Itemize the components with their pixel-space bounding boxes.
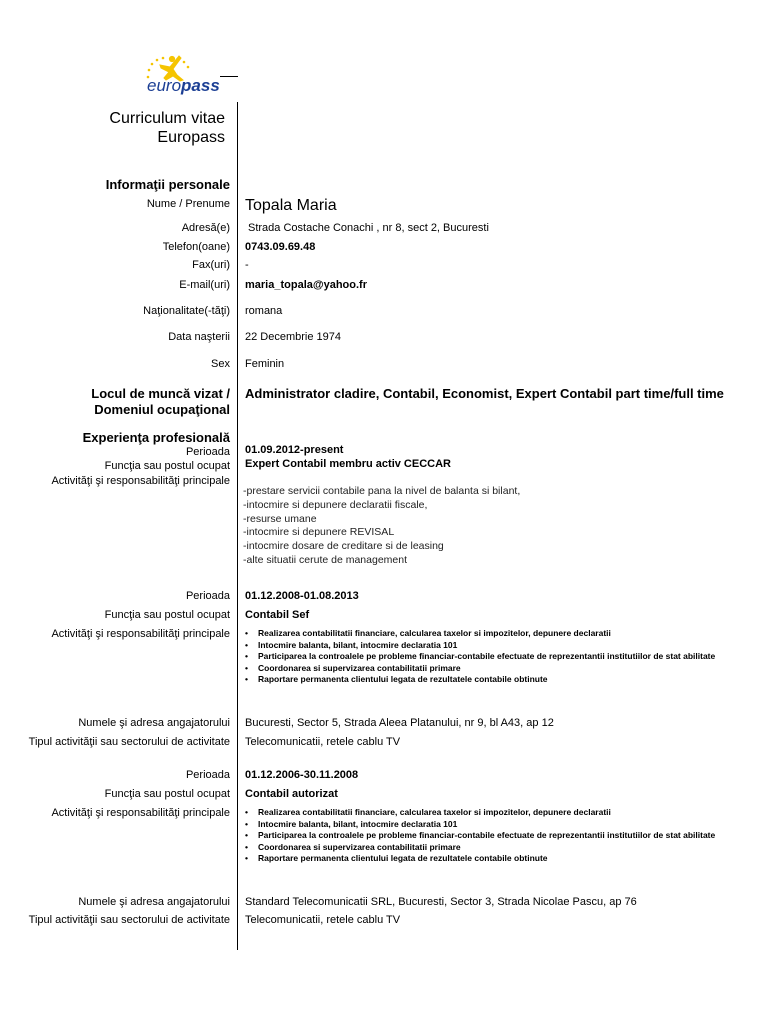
- list-item: • Participarea la controalele pe probleme financiar-contabile efectuate de reprezentantii institutiilor de stat abilitate: [245, 651, 725, 663]
- sex-value: Feminin: [245, 358, 285, 370]
- name-value: Topala Maria: [245, 197, 337, 214]
- job1-period-label: Perioada: [185, 446, 230, 458]
- job3-employer: Standard Telecomunicatii SRL, Bucuresti, Sector 3, Strada Nicolae Pascu, ap 76: [245, 896, 637, 908]
- desired-job-value: Administrator cladire, Contabil, Economist, Expert Contabil part time/full time: [245, 386, 724, 401]
- list-item: • Intocmire balanta, bilant, intocmire declaratia 101: [245, 640, 725, 652]
- list-item: • Coordonarea si supervizarea contabilitatii primare: [245, 663, 725, 675]
- job2-sector-label: Tipul activităţii sau sectorului de activitate: [28, 736, 230, 748]
- job2-activities-label: Activităţi şi responsabilităţi principale: [51, 628, 230, 640]
- job1-activities-label: Activităţi şi responsabilităţi principale: [51, 475, 230, 487]
- job2-position-label: Funcţia sau postul ocupat: [104, 609, 230, 621]
- list-item: -intocmire si depunere REVISAL: [243, 526, 395, 539]
- desired-job-label-line1: Locul de muncă vizat /: [91, 386, 230, 401]
- europass-logo: [135, 50, 225, 96]
- job3-sector-label: Tipul activităţii sau sectorului de activitate: [28, 914, 230, 926]
- desired-job-label-line2: Domeniul ocupaţional: [94, 402, 230, 417]
- personal-section-heading: Informaţii personale: [105, 177, 230, 192]
- sex-label: Sex: [211, 358, 230, 370]
- job1-period: 01.09.2012-present: [245, 444, 344, 456]
- job2-position: Contabil Sef: [245, 609, 310, 621]
- job3-activities-label: Activităţi şi responsabilităţi principale: [51, 807, 230, 819]
- list-item: -resurse umane: [243, 512, 317, 525]
- list-item: • Intocmire balanta, bilant, intocmire declaratia 101: [245, 819, 725, 831]
- job2-sector: Telecomunicatii, retele cablu TV: [245, 736, 401, 748]
- cv-title: [109, 109, 225, 147]
- list-item: • Realizarea contabilitatii financiare, calcularea taxelor si impozitelor, depunere declaratii: [245, 628, 725, 640]
- list-item: • Realizarea contabilitatii financiare, calcularea taxelor si impozitelor, depunere declaratii: [245, 807, 725, 819]
- logo-text: [147, 76, 220, 96]
- job2-activities: [245, 628, 725, 686]
- name-label: Nume / Prenume: [146, 198, 230, 210]
- job3-position-label: Funcţia sau postul ocupat: [104, 788, 230, 800]
- email-label: E-mail(uri): [179, 279, 230, 291]
- job3-position: Contabil autorizat: [245, 788, 338, 800]
- nationality-value: romana: [245, 305, 283, 317]
- phone-value: 0743.09.69.48: [245, 241, 316, 253]
- job1-position: Expert Contabil membru activ CECCAR: [245, 458, 451, 470]
- cv-title-line2: Europass: [157, 129, 225, 146]
- list-item: • Raportare permanenta clientului legata de rezultatele contabile obtinute: [245, 674, 725, 686]
- column-divider: [237, 102, 238, 950]
- list-item: -intocmire si depunere declaratii fiscale,: [243, 498, 428, 511]
- job1-activities: [243, 485, 520, 568]
- logo-text-pass: pass: [181, 76, 220, 95]
- birth-label: Data naşterii: [168, 331, 230, 343]
- cv-title-line1: Curriculum vitae: [109, 110, 225, 127]
- email-value[interactable]: maria_topala@yahoo.fr: [245, 279, 367, 291]
- logo-rule: [220, 76, 238, 77]
- desired-job-label: [91, 386, 230, 418]
- birth-value: 22 Decembrie 1974: [245, 331, 342, 343]
- list-item: -intocmire dosare de creditare si de leasing: [243, 540, 444, 553]
- job3-activities: [245, 807, 725, 865]
- list-item: • Coordonarea si supervizarea contabilitatii primare: [245, 842, 725, 854]
- job3-employer-label: Numele şi adresa angajatorului: [78, 896, 230, 908]
- experience-section-heading: Experienţa profesională: [82, 430, 230, 445]
- job3-period: 01.12.2006-30.11.2008: [245, 769, 359, 781]
- job1-position-label: Funcţia sau postul ocupat: [104, 460, 230, 472]
- list-item: -prestare servicii contabile pana la nivel de balanta si bilant,: [243, 485, 521, 497]
- job3-period-label: Perioada: [185, 769, 230, 781]
- nationality-label: Naţionalitate(-tăţi): [143, 305, 230, 317]
- list-item: • Raportare permanenta clientului legata de rezultatele contabile obtinute: [245, 853, 725, 865]
- job2-employer-label: Numele şi adresa angajatorului: [78, 717, 230, 729]
- list-item: -alte situatii cerute de management: [243, 553, 408, 566]
- job2-period-label: Perioada: [185, 590, 230, 602]
- job2-period: 01.12.2008-01.08.2013: [245, 590, 359, 602]
- address-value: Strada Costache Conachi , nr 8, sect 2, Bucuresti: [248, 222, 489, 234]
- address-label: Adresă(e): [181, 222, 230, 234]
- list-item: • Participarea la controalele pe probleme financiar-contabile efectuate de reprezentantii institutiilor de stat abilitate: [245, 830, 725, 842]
- job3-sector: Telecomunicatii, retele cablu TV: [245, 914, 401, 926]
- logo-text-euro: euro: [147, 76, 182, 95]
- fax-label: Fax(uri): [192, 259, 230, 271]
- fax-value: -: [245, 259, 249, 271]
- phone-label: Telefon(oane): [162, 241, 230, 253]
- job2-employer: Bucuresti, Sector 5, Strada Aleea Platanului, nr 9, bl A43, ap 12: [245, 717, 554, 729]
